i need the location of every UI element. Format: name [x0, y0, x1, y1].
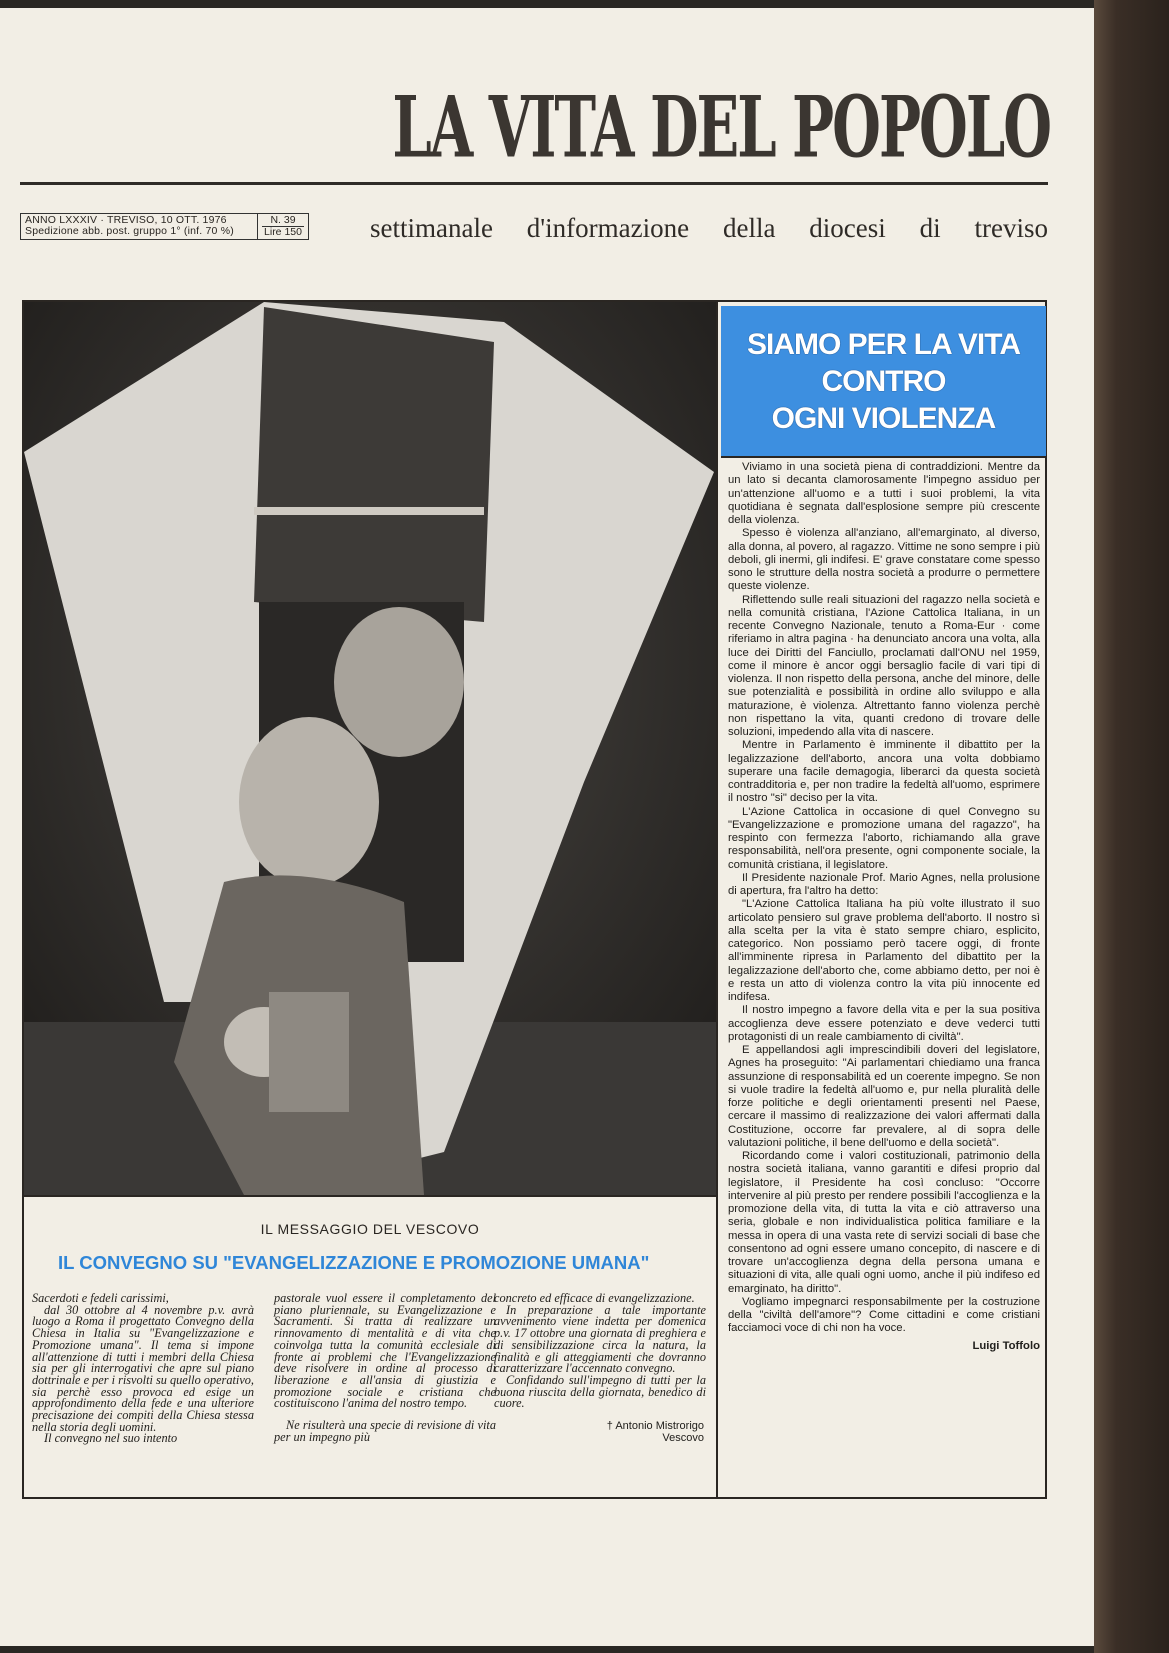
paragraph: Confidando sull'impegno di tutti per la buona riuscita della giornata, benedico di cuore. — [494, 1372, 706, 1411]
paragraph: E appellandosi agli imprescindibili doveri del legislatore, Agnes ha proseguito: "Ai parlamentari chiediamo una franca assunzione di responsabilità ed un coerente impegno. Se non si vuole tradire la fedeltà all'uomo e, pur nella pluralità delle forze politiche e degli orientamenti presenti nel Paese, cercare il massimo di realizzazione dei valori affermati dalla Costituzione, occorre far prevalere, al di sopra delle valutazioni politiche, il bene dell'uomo e della società". — [728, 1044, 1040, 1149]
paragraph: Sacerdoti e fedeli carissimi, — [32, 1291, 169, 1305]
paragraph: Il Presidente nazionale Prof. Mario Agnes, nella prolusione di apertura, fra l'altro ha detto: — [728, 871, 1040, 897]
masthead-rule — [20, 182, 1048, 185]
title-line: OGNI VIOLENZA — [771, 401, 996, 435]
paragraph: Il nostro impegno a favore della vita e per la sua positiva accoglienza deve essere potenziato e deve vederci tutti protagonisti di un reale cambiamento di civiltà". — [728, 1004, 1040, 1043]
photo-divider — [22, 1195, 718, 1197]
paragraph: Il convegno nel suo intento — [44, 1431, 178, 1446]
masthead-title: LA VITA DEL POPOLO — [392, 78, 1050, 178]
main-article-body — [728, 461, 1040, 1353]
title-line: SIAMO PER LA VITA — [746, 327, 1020, 361]
bishop-message-column-2 — [274, 1293, 496, 1443]
bishop-message-column-1 — [32, 1293, 254, 1445]
paragraph: dal 30 ottobre al 4 novembre p.v. avrà luogo a Roma il progettato Convegno della Chiesa in Italia su "Evangelizzazione e Promozione umana". Il tema si impone all'attenzione di tutti i membri della Chiesa sia per gli interrogativi che apre sul piano dottrinale e per i risvolti su quello operativo, sia perchè esso provoca ed esige un approfondimento della fede e una ulteriore precisazione dei compiti della Chiesa stessa nella storia degli uomini. — [32, 1302, 255, 1434]
paragraph: pastorale vuol essere il completamento del piano pluriennale, su Evangelizzazione e Sacramenti. Si tratta di realizzare un rinnovamento di mentalità e di vita che coinvolga tutta la comunità ecclesiale di fronte ai problemi che l'Evangelizzazione deve risolvere in ordine al processo di liberazione e all'ansia di giustizia e promozione sociale e cristiana che costituiscono l'anima del nostro tempo. — [274, 1291, 496, 1411]
masthead-tagline: settimanale d'informazione della diocesi di treviso — [370, 213, 1048, 243]
bishop-message-headline: IL CONVEGNO SU "EVANGELIZZAZIONE E PROMOZIONE UMANA" — [58, 1252, 650, 1273]
paragraph: Mentre in Parlamento è imminente il dibattito per la legalizzazione dell'aborto, ancora una volta dobbiamo superare una facile demagogia, liberarci da questa società contradditoria e, per non tradire la fedeltà all'uomo, esprimere il nostro "si" deciso per la vita. — [728, 739, 1040, 805]
paragraph: "L'Azione Cattolica Italiana ha più volte illustrato il suo articolato pensiero sul grave problema dell'aborto. Il nostro sì alla scelta per la vita è stato sempre chiaro, esplicito, categorico. Non possiamo però tacere oggi, di fronte all'imminente ripresa in Parlamento del dibattito per la legalizzazione dell'aborto che, come abbiamo detto, per noi è e resta un atto di violenza contro la vita più innocente ed indifesa. — [728, 898, 1040, 1003]
bishop-message-column-3 — [494, 1293, 706, 1444]
article-author: Luigi Toffolo — [972, 1339, 1040, 1352]
photo-children-with-kite-icon — [24, 302, 716, 1195]
paragraph: Ne risulterà una specie di revisione di vita per un impegno più — [274, 1418, 496, 1444]
issue-info — [20, 213, 258, 240]
issue-info-box — [20, 213, 309, 240]
signature-name: † Antonio Mistrorigo — [606, 1420, 704, 1433]
issue-number: N. 39 — [270, 214, 296, 226]
paragraph: Spesso è violenza all'anziano, all'emarginato, al diverso, alla donna, al povero, al ragazzo. Vittime ne sono sempre i più deboli, gli inermi, gli indifesi. E' grave constatare come spesso sono le strutture della nostra società a produrre o permettere queste violenze. — [728, 527, 1040, 593]
paragraph: concreto ed efficace di evangelizzazione. — [494, 1291, 695, 1305]
paragraph: Riflettendo sulle reali situazioni del ragazzo nella società e nella comunità cristiana, l'Azione Cattolica Italiana, in un recente Convegno Nazionale, tenuto a Roma-Eur · come riferiamo in altra pagina · ha denunciato ancora una volta, alla luce dei Diritti del Fanciullo, proclamati dall'ONU nel 1959, come il minore è ancor oggi bersaglio facile di vari tipi di violenza. Il non rispetto della persona, anche del minore, delle sue potenzialità e possibilità in ordine allo sviluppo e alla maturazione, è violenza. Altrettanto fanno violenza perchè non rispettano la vita, quanti credono di trovare delle soluzioni, impedendo alla vita di nascere. — [728, 593, 1040, 738]
issue-line-1: ANNO LXXXIV · TREVISO, 10 OTT. 1976 — [25, 214, 227, 226]
main-article-title — [721, 306, 1046, 458]
issue-price: Lire 150 — [262, 226, 304, 238]
title-line: CONTRO — [821, 364, 946, 398]
binding-edge — [1094, 0, 1169, 1653]
issue-line-2: Spedizione abb. post. gruppo 1° (inf. 70 %) — [25, 225, 234, 237]
paragraph: Viviamo in una società piena di contraddizioni. Mentre da un lato si decanta clamorosamente l'impegno assiduo per un'attenzione all'uomo e a tutti i suoi problemi, la vita quotidiana è segnata dall'esplosione sempre più crescente della violenza. — [728, 461, 1040, 526]
paragraph: L'Azione Cattolica in occasione di quel Convegno su "Evangelizzazione e promozione umana del ragazzo", ha respinto con fermezza l'aborto, richiamando alla grave responsabilità, nell'ora presente, ogni componente sociale, la comunità cristiana, il legislatore. — [728, 805, 1040, 871]
paragraph: Vogliamo impegnarci responsabilmente per la costruzione della "civiltà dell'amore"? Come cittadini e come cristiani facciamoci voce di chi non ha voce. — [728, 1295, 1040, 1335]
issue-number-price — [258, 213, 309, 240]
bishop-signature — [494, 1420, 706, 1444]
signature-title: Vescovo — [662, 1432, 704, 1445]
cover-photo — [24, 302, 716, 1195]
column-divider — [716, 300, 718, 1499]
paragraph: Ricordando come i valori costituzionali, patrimonio della nostra società italiana, vanno garantiti e difesi proprio dal legislatore, il Presidente ha così concluso: "Occorre intervenire al più presto per rendere possibili l'accoglienza e la promozione della vita, di tutta la vita e ciò attraverso una seria, globale e non individualistica politica familiare e la messa in opera di una vasta rete di servizi sociali di base che consentono ad ogni essere umano concepito, di nascere e di trovare un'accoglienza degna della persona umana e situazioni di vita, alle quali ogni uomo, anche il più indifeso ed emarginato, ha diritto". — [728, 1150, 1040, 1295]
paragraph: In preparazione a tale importante avvenimento viene indetta per domenica p.v. 17 ottobre una giornata di preghiera e di sensibilizzazione circa la natura, la finalità e gli atteggiamenti che dovranno caratterizzare l'accennato convegno. — [494, 1302, 706, 1376]
bishop-message-kicker: IL MESSAGGIO DEL VESCOVO — [260, 1221, 480, 1237]
